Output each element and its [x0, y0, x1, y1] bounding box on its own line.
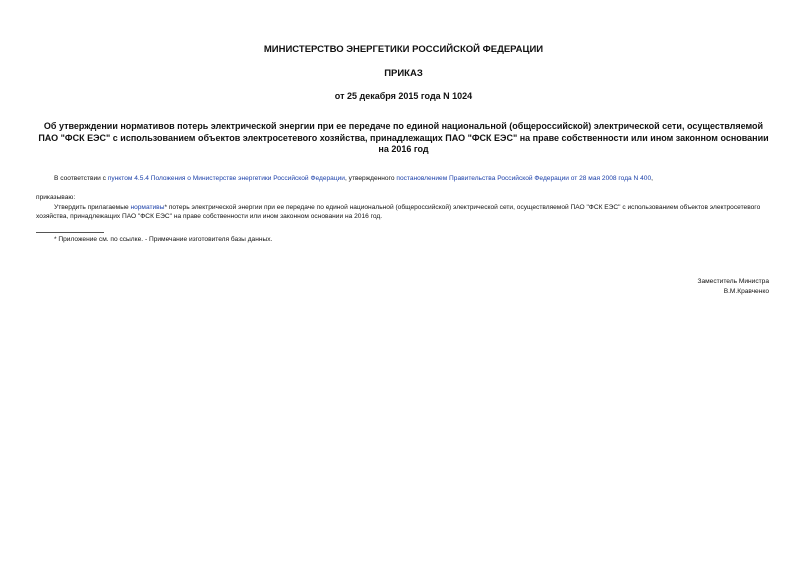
doc-type-heading: ПРИКАЗ	[384, 68, 423, 79]
signature-block	[697, 277, 769, 297]
resolution-lead: Утвердить прилагаемые	[54, 204, 131, 211]
signatory-position: Заместитель Министра	[697, 278, 769, 285]
order-title: Об утверждении нормативов потерь электрической энергии при ее передаче по единой национальной (общероссийской) электрической сети, осуществляемой ПАО "ФСК ЕЭС" с использованием объектов электросетевого хозяйства, принадлежащих ПАО "ФСК ЕЭС" на праве собственности или ином законном основании на 2016 год	[38, 121, 769, 154]
resolution-rest: * потерь электрической энергии при ее передаче по единой национальной (общероссийской) электрической сети, осуществляемой ПАО "ФСК ЕЭС" с использованием объектов электросетевого хозяйства, принадлежащих ПАО "ФСК ЕЭС" на праве собственности или ином законном основании на 2016 год.	[36, 204, 761, 220]
norms-link[interactable]: нормативы	[130, 204, 165, 211]
preamble-mid: , утвержденного	[344, 175, 397, 182]
preamble-end: ,	[651, 175, 653, 182]
government-decree-link[interactable]: постановлением Правительства Российской Федерации от 28 мая 2008 года N 400	[396, 175, 652, 182]
ministry-heading: МИНИСТЕРСТВО ЭНЕРГЕТИКИ РОССИЙСКОЙ ФЕДЕРАЦИИ	[263, 44, 544, 55]
date-number-heading: от 25 декабря 2015 года N 1024	[334, 91, 473, 101]
resolution-paragraph	[36, 203, 776, 221]
preamble-lead: В соответствии с	[54, 175, 108, 182]
order-word: приказываю:	[36, 194, 76, 201]
preamble-paragraph	[36, 174, 776, 183]
signatory-name: В.М.Кравченко	[723, 288, 769, 295]
footnote: * Приложение см. по ссылке. - Примечание изготовителя базы данных.	[54, 236, 273, 243]
regulation-link[interactable]: пунктом 4.5.4 Положения о Министерстве энергетики Российской Федерации	[107, 175, 345, 182]
footnote-divider	[36, 232, 104, 233]
